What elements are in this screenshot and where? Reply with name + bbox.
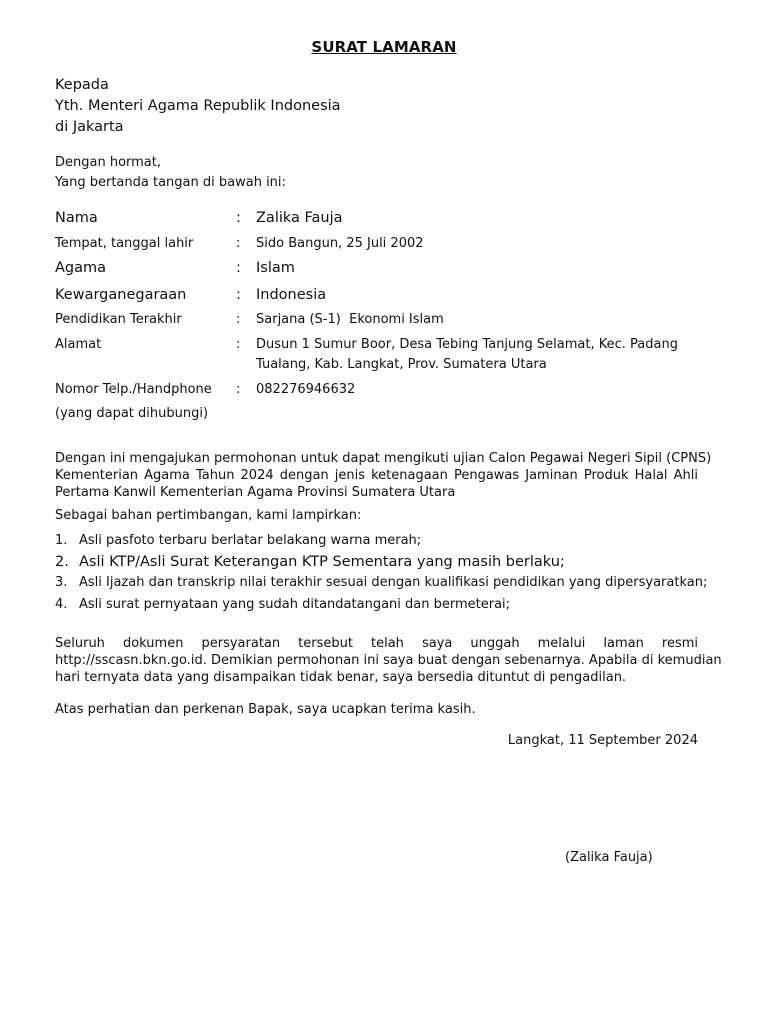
recipient-line-3: di Jakarta bbox=[55, 119, 124, 135]
attachment-text: Asli Ijazah dan transkrip nilai terakhir sesuai dengan kualifikasi pendidikan yang dipersyaratkan; bbox=[79, 575, 708, 590]
attachment-text: Asli surat pernyataan yang sudah ditandatangani dan bermeterai; bbox=[79, 597, 511, 612]
signature-name: (Zalika Fauja) bbox=[565, 850, 653, 865]
recipient-line-1: Kepada bbox=[55, 77, 109, 93]
closing-line: http://sscasn.bkn.go.id. Demikian permohonan ini saya buat dengan sebenarnya. Apabila di kemudian bbox=[55, 653, 722, 668]
phone-note: (yang dapat dihubungi) bbox=[55, 406, 209, 421]
attachment-text: Asli KTP/Asli Surat Keterangan KTP Sementara yang masih berlaku; bbox=[79, 554, 565, 570]
closing-paragraph bbox=[55, 635, 722, 686]
colon: : bbox=[236, 382, 241, 397]
address-value-line-2: Tualang, Kab. Langkat, Prov. Sumatera Utara bbox=[256, 357, 547, 372]
colon: : bbox=[236, 260, 241, 276]
colon: : bbox=[236, 337, 241, 352]
application-line: Kementerian Agama Tahun 2024 dengan jenis ketenagaan Pengawas Jaminan Produk Halal Ahli bbox=[55, 468, 698, 483]
attachment-item bbox=[55, 575, 707, 590]
attachment-number: 2. bbox=[55, 554, 69, 570]
closing-line: hari ternyata data yang disampaikan tidak benar, saya bersedia dituntut di pengadilan. bbox=[55, 670, 627, 685]
recipient-line-2: Yth. Menteri Agama Republik Indonesia bbox=[55, 98, 341, 114]
colon: : bbox=[236, 236, 241, 251]
attachment-number: 4. bbox=[55, 597, 68, 612]
attachment-number: 3. bbox=[55, 575, 68, 590]
name-label: Nama bbox=[55, 210, 98, 226]
place-date: Langkat, 11 September 2024 bbox=[507, 733, 698, 748]
application-paragraph bbox=[55, 450, 712, 501]
attachment-item bbox=[55, 533, 421, 548]
attachments-intro: Sebagai bahan pertimbangan, kami lampirkan: bbox=[55, 508, 362, 523]
name-value: Zalika Fauja bbox=[256, 210, 343, 226]
attachment-text: Asli pasfoto terbaru berlatar belakang warna merah; bbox=[79, 533, 422, 548]
attachment-item bbox=[55, 597, 510, 612]
phone-label: Nomor Telp./Handphone bbox=[55, 382, 212, 397]
thanks-text: Atas perhatian dan perkenan Bapak, saya ucapkan terima kasih. bbox=[55, 702, 476, 717]
education-value: Sarjana (S-1) Ekonomi Islam bbox=[256, 312, 444, 327]
citizenship-label: Kewarganegaraan bbox=[55, 287, 187, 303]
attachment-item bbox=[55, 554, 565, 570]
application-line: Dengan ini mengajukan permohonan untuk dapat mengikuti ujian Calon Pegawai Negeri Sipil (CPNS) bbox=[55, 451, 712, 466]
birth-label: Tempat, tanggal lahir bbox=[55, 236, 194, 251]
letter-title: SURAT LAMARAN bbox=[311, 38, 457, 56]
education-label: Pendidikan Terakhir bbox=[55, 312, 182, 327]
intro-text: Yang bertanda tangan di bawah ini: bbox=[55, 175, 286, 190]
closing-line: Seluruh dokumen persyaratan tersebut telah saya unggah melalui laman resmi bbox=[55, 636, 698, 651]
salutation: Dengan hormat, bbox=[55, 155, 162, 170]
attachment-number: 1. bbox=[55, 533, 68, 548]
phone-value: 082276946632 bbox=[256, 382, 356, 397]
citizenship-value: Indonesia bbox=[256, 287, 327, 303]
colon: : bbox=[236, 312, 241, 327]
application-line: Pertama Kanwil Kementerian Agama Provinsi Sumatera Utara bbox=[55, 485, 456, 500]
religion-value: Islam bbox=[256, 260, 295, 276]
colon: : bbox=[236, 210, 241, 226]
religion-label: Agama bbox=[55, 260, 107, 276]
address-value-line-1: Dusun 1 Sumur Boor, Desa Tebing Tanjung Selamat, Kec. Padang bbox=[256, 337, 678, 352]
birth-value: Sido Bangun, 25 Juli 2002 bbox=[256, 236, 424, 251]
address-label: Alamat bbox=[55, 337, 102, 352]
colon: : bbox=[236, 287, 241, 303]
